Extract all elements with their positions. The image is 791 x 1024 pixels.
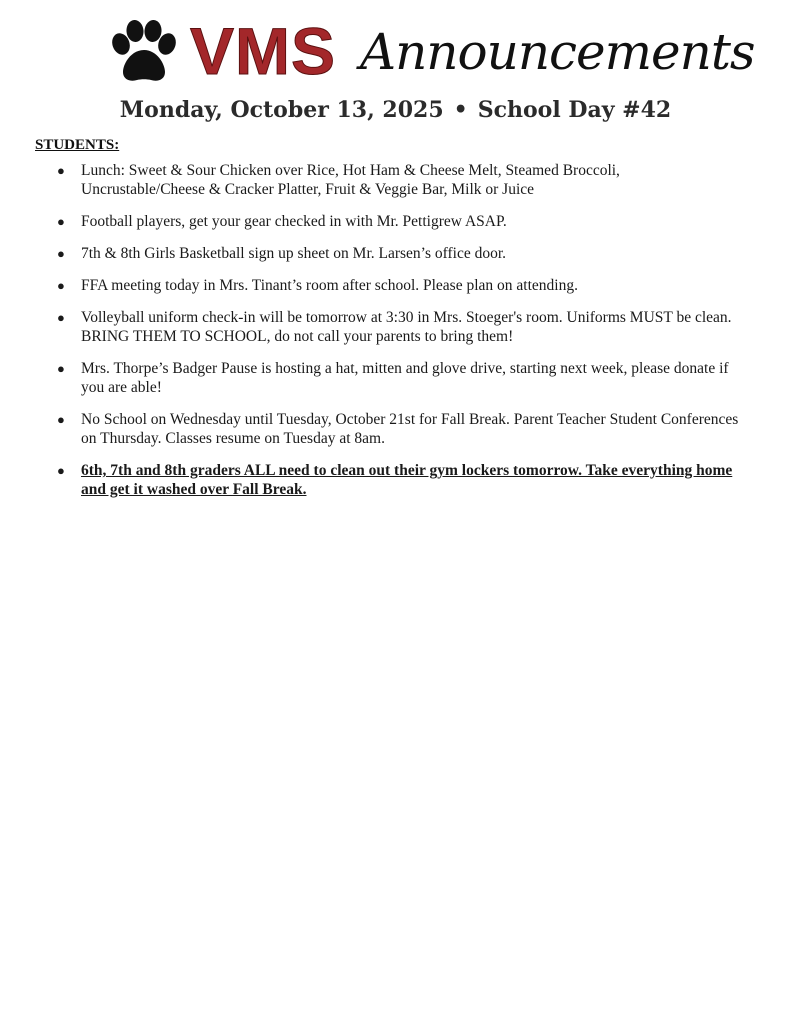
logo-vms: VMS (190, 14, 337, 88)
list-item-text: No School on Wednesday until Tuesday, October 21st for Fall Break. Parent Teacher Student Conferences on Thursday. Classes resume on Tuesday at 8am. (81, 411, 739, 447)
bullet-icon: ● (57, 463, 65, 478)
list-item (57, 410, 747, 448)
list-item (57, 308, 747, 346)
page-title: Announcements (360, 23, 755, 81)
bullet-icon: ● (57, 310, 65, 325)
list-item-text: Lunch: Sweet & Sour Chicken over Rice, Hot Ham & Cheese Melt, Steamed Broccoli, Uncrustable/Cheese & Cracker Platter, Fruit & Veggie Bar, Milk or Juice (81, 162, 620, 198)
list-item (57, 359, 747, 397)
list-item-text: Mrs. Thorpe’s Badger Pause is hosting a hat, mitten and glove drive, starting next week, please donate if you are able! (81, 360, 729, 396)
list-item (57, 276, 747, 295)
logo-text (190, 16, 336, 86)
date-separator: • (453, 97, 468, 123)
school-day-text: School Day #42 (477, 97, 672, 123)
bullet-icon: ● (57, 214, 65, 229)
header (0, 14, 791, 92)
bullet-icon: ● (57, 412, 65, 427)
list-item-emphasized (57, 461, 747, 499)
bullet-icon: ● (57, 246, 65, 261)
bullet-icon: ● (57, 361, 65, 376)
date-line (0, 96, 791, 124)
section-title: STUDENTS: (35, 137, 120, 153)
list-item-text: 7th & 8th Girls Basketball sign up sheet on Mr. Larsen’s office door. (81, 245, 507, 262)
announcement-list (57, 161, 747, 512)
date-text: Monday, October 13, 2025 (119, 97, 444, 123)
paw-print-icon (107, 20, 181, 84)
bullet-icon: ● (57, 163, 65, 178)
bullet-icon: ● (57, 278, 65, 293)
list-item (57, 161, 747, 199)
list-item-text: Football players, get your gear checked in with Mr. Pettigrew ASAP. (81, 213, 507, 230)
list-item-text: FFA meeting today in Mrs. Tinant’s room after school. Please plan on attending. (81, 277, 578, 294)
list-item-text: Volleyball uniform check-in will be tomorrow at 3:30 in Mrs. Stoeger's room. Uniforms MUST be clean. BRING THEM TO SCHOOL, do not call your parents to bring them! (81, 309, 732, 345)
list-item-text: 6th, 7th and 8th graders ALL need to clean out their gym lockers tomorrow. Take everything home and get it washed over Fall Break. (81, 462, 733, 498)
list-item (57, 244, 747, 263)
list-item (57, 212, 747, 231)
